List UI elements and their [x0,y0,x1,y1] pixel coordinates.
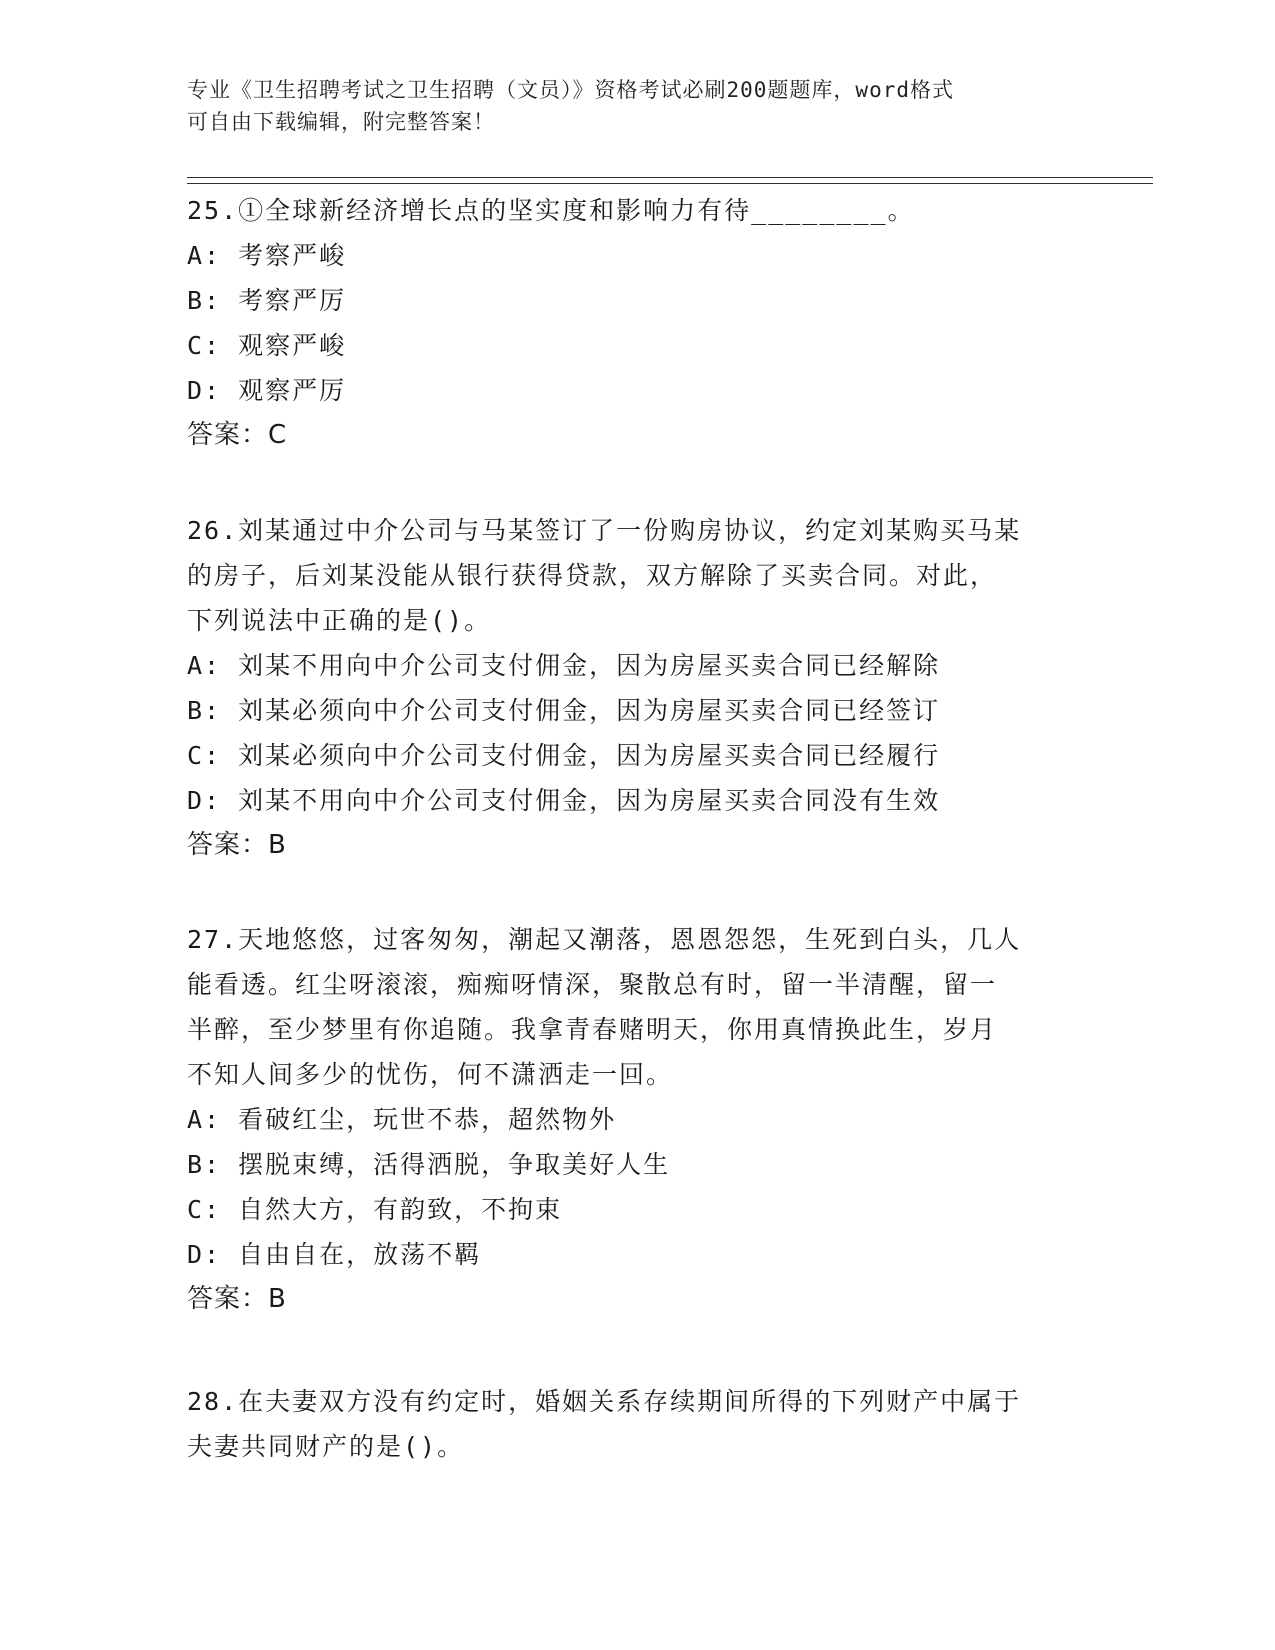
question-stem: 27.天地悠悠，过客匆匆，潮起又潮落，恩恩怨怨，生死到白头，几人 [187,925,1022,954]
question-stem: 半醉，至少梦里有你追随。我拿青春赌明天，你用真情换此生，岁月 [187,1015,998,1044]
option-b: B: 刘某必须向中介公司支付佣金，因为房屋买卖合同已经签订 [187,696,941,725]
answer: 答案：B [187,1284,287,1314]
option-a: A: 考察严峻 [187,241,347,270]
header-line-1: 专业《卫生招聘考试之卫生招聘（文员）》资格考试必刷200题题库，word格式 [187,78,954,102]
question-stem: 能看透。红尘呀滚滚，痴痴呀情深，聚散总有时，留一半清醒，留一 [187,970,998,999]
option-c: C: 观察严峻 [187,331,347,360]
option-d: D: 刘某不用向中介公司支付佣金，因为房屋买卖合同没有生效 [187,786,941,815]
option-c: C: 自然大方，有韵致，不拘束 [187,1195,563,1224]
question-stem: 不知人间多少的忧伤，何不潇洒走一回。 [187,1060,674,1089]
question-27 [187,917,1087,1322]
header-divider-top [187,177,1153,178]
question-stem: 26.刘某通过中介公司与马某签订了一份购房协议，约定刘某购买马某 [187,516,1022,545]
question-26 [187,508,1087,868]
header-divider-bottom [187,183,1153,184]
question-stem: 夫妻共同财产的是()。 [187,1432,465,1461]
option-d: D: 自由自在，放荡不羁 [187,1240,482,1269]
document-header [187,74,1067,138]
option-d: D: 观察严厉 [187,376,347,405]
option-c: C: 刘某必须向中介公司支付佣金，因为房屋买卖合同已经履行 [187,741,941,770]
answer: 答案：C [187,420,288,450]
question-stem: 25.①全球新经济增长点的坚实度和影响力有待________。 [187,196,915,225]
question-28 [187,1379,1087,1469]
question-stem: 下列说法中正确的是()。 [187,606,492,635]
option-b: B: 考察严厉 [187,286,347,315]
option-a: A: 看破红尘，玩世不恭，超然物外 [187,1105,617,1134]
option-b: B: 摆脱束缚，活得洒脱，争取美好人生 [187,1150,671,1179]
option-a: A: 刘某不用向中介公司支付佣金，因为房屋买卖合同已经解除 [187,651,941,680]
question-stem: 的房子，后刘某没能从银行获得贷款，双方解除了买卖合同。对此， [187,561,998,590]
header-line-2: 可自由下载编辑，附完整答案！ [187,110,495,134]
question-stem: 28.在夫妻双方没有约定时，婚姻关系存续期间所得的下列财产中属于 [187,1387,1022,1416]
question-25 [187,188,1087,458]
answer: 答案：B [187,830,287,860]
